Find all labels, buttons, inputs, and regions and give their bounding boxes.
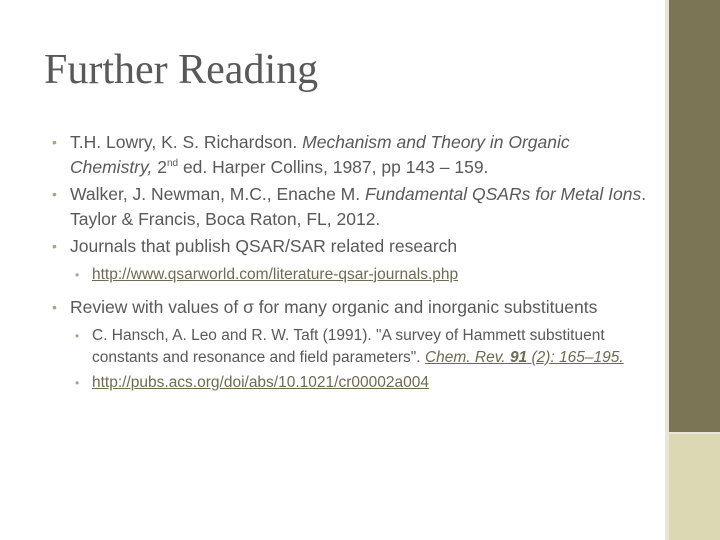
side-band-dark [669, 0, 720, 432]
list-item-text: Review with values of σ for many organic and inorganic substituents [70, 297, 598, 317]
bullet-icon: • [52, 299, 57, 315]
list-item-text: Journals that publish QSAR/SAR related research [70, 236, 458, 256]
sub-list-item [75, 372, 652, 395]
list-item [52, 295, 652, 320]
sub-list-item [75, 325, 652, 370]
list-item [52, 234, 652, 259]
journal-name: Chem. Rev. [424, 349, 506, 366]
reference-authors: Walker, J. Newman, M.C., Enache M. [70, 184, 361, 204]
bullet-list [52, 130, 652, 403]
hansch-reference: C. Hansch, A. Leo and R. W. Taft (1991). "A survey of Hammett substituent constants and resonance and field parameters". [92, 326, 605, 366]
edition-suffix: nd [166, 157, 179, 169]
chem-rev-link[interactable] [425, 349, 624, 366]
reference-publisher: . Taylor & Francis, Boca Raton, FL, 2012. [70, 184, 647, 229]
journal-volume: 91 [509, 349, 528, 366]
edition-number: 2 [157, 156, 167, 177]
journals-link[interactable]: http://www.qsarworld.com/literature-qsar-journals.php [92, 265, 459, 283]
bullet-icon: • [52, 238, 57, 254]
bullet-icon: • [52, 186, 57, 202]
list-item [52, 182, 652, 231]
reference-book-title: Mechanism and Theory in Organic Chemistry, [70, 132, 570, 177]
journal-pages: (2): 165–195. [531, 349, 624, 366]
list-item [52, 130, 652, 179]
reference-authors: T.H. Lowry, K. S. Richardson. [70, 132, 298, 152]
bullet-icon: • [52, 134, 57, 150]
reference-book-title: Fundamental QSARs for Metal Ions [365, 184, 642, 204]
sub-list-item [75, 264, 652, 287]
reference-publisher: ed. Harper Collins, 1987, pp 143 – 159. [182, 156, 489, 177]
slide-title: Further Reading [44, 47, 319, 93]
doi-link[interactable]: http://pubs.acs.org/doi/abs/10.1021/cr00002a004 [92, 373, 429, 391]
bullet-icon: • [75, 267, 80, 282]
side-band-light [669, 434, 720, 540]
bullet-icon: • [75, 375, 80, 390]
bullet-icon: • [75, 328, 80, 343]
